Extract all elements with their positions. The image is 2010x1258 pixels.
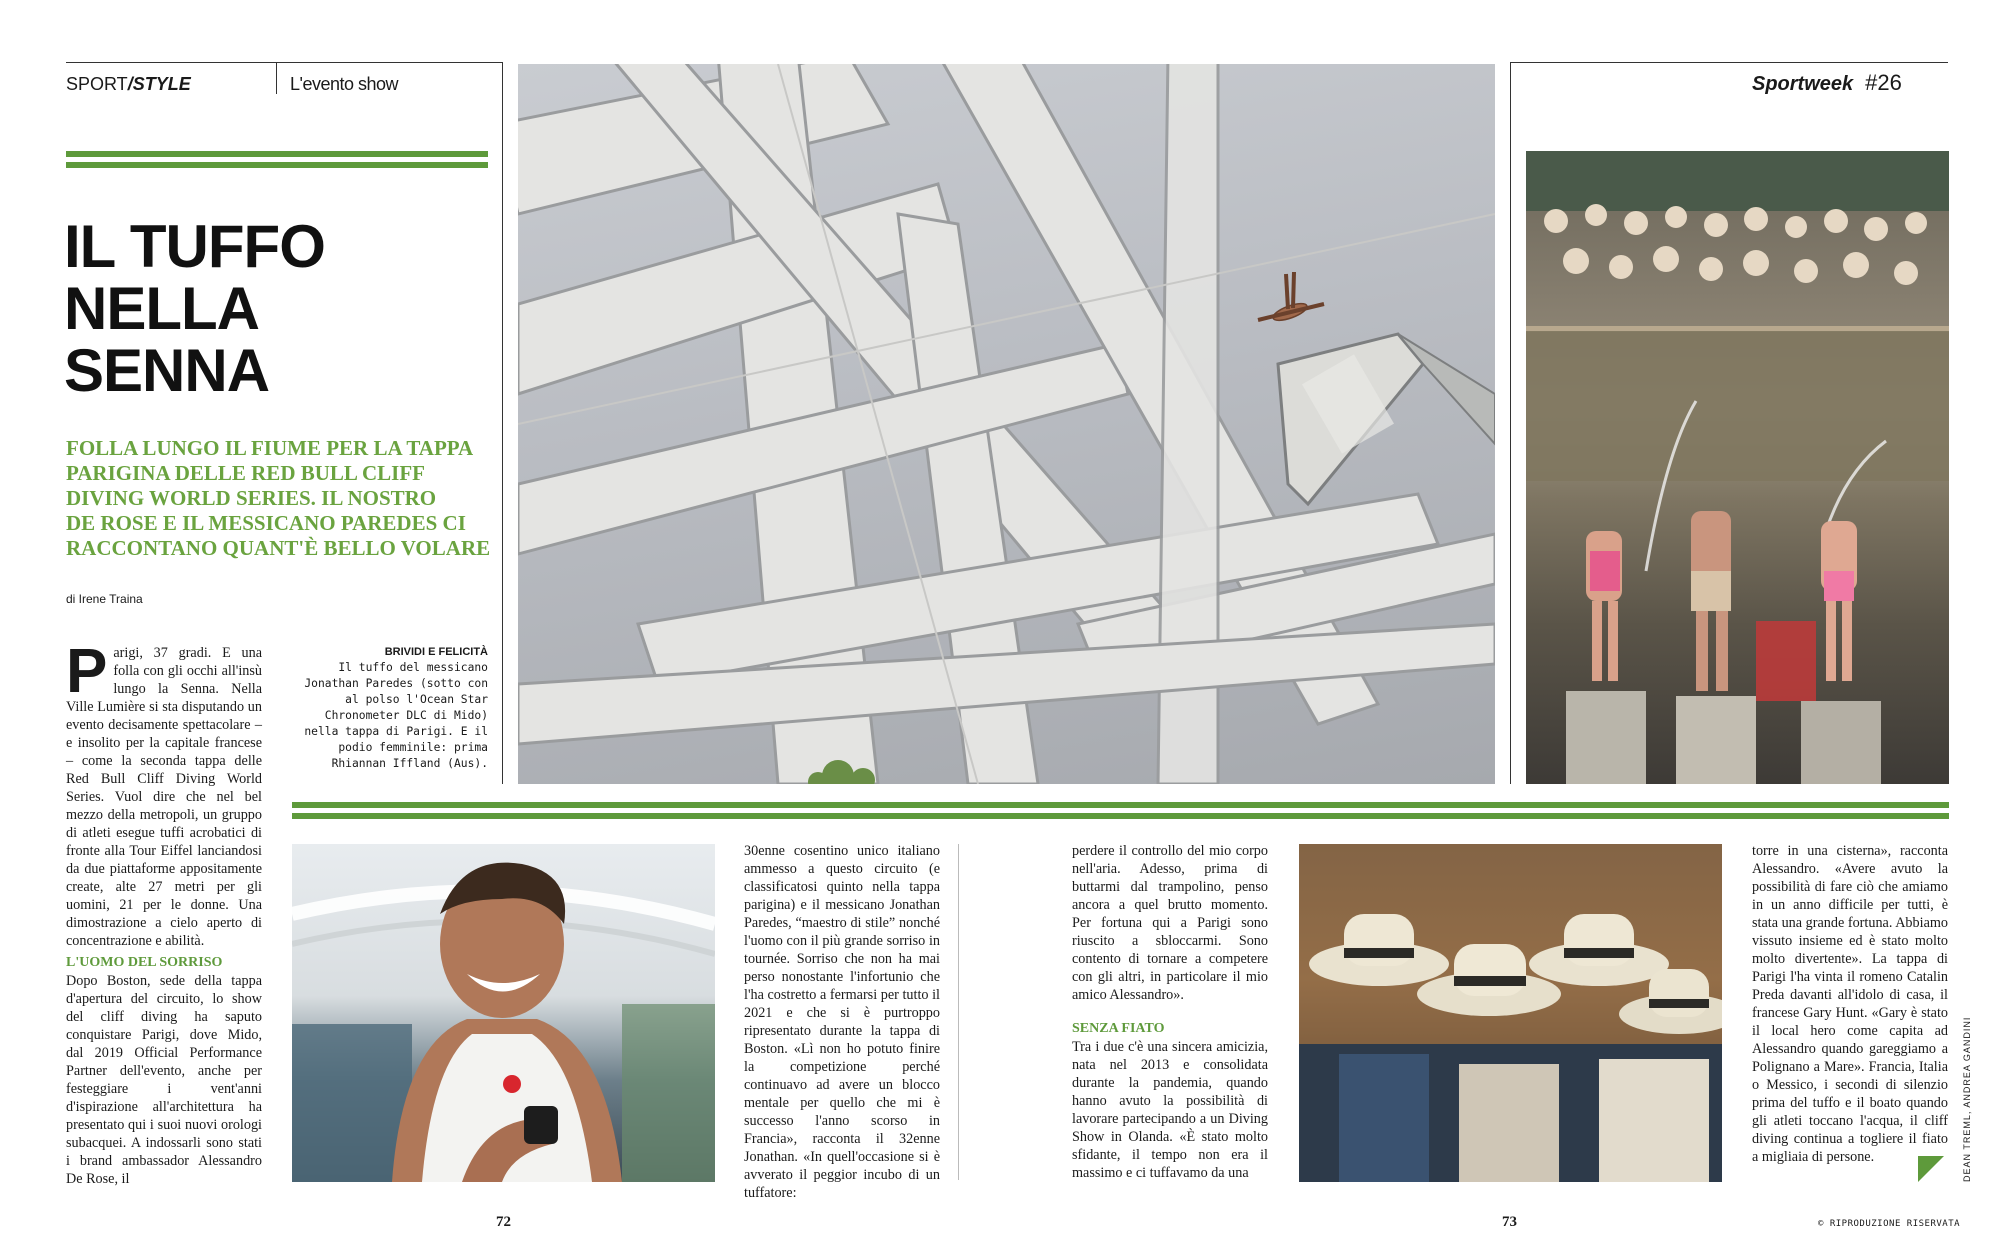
left-box-right-border bbox=[502, 62, 503, 784]
article-column-1 bbox=[66, 637, 262, 1188]
photo-paredes-portrait bbox=[292, 844, 715, 1182]
dropcap: P bbox=[66, 637, 108, 706]
photo-credits: DEAN TREML, ANDREA GANDINI bbox=[1962, 1016, 1972, 1182]
paragraph: Tra i due c'è una sincera amicizia, nata nel 2013 e consolidata durante la pandemia, quando hanno avuto la possibilità di lavorare partecipando a un Diving Show in Olanda. «È stato molto sfidante, il tempo non era il massimo e ci tuffavamo da una bbox=[1072, 1039, 1268, 1181]
magazine-name: Sportweek bbox=[1752, 73, 1854, 95]
photo-bridge-dive bbox=[518, 64, 1495, 784]
article-column-4 bbox=[1752, 842, 1948, 1166]
headline-line: IL TUFFO bbox=[64, 213, 325, 280]
right-box-left-border bbox=[1510, 62, 1511, 784]
headline-line: SENNA bbox=[64, 337, 270, 404]
headline-line: NELLA bbox=[64, 275, 259, 342]
header-rule-right bbox=[1510, 62, 1948, 63]
header-rule-left bbox=[66, 62, 502, 63]
kicker: L'evento show bbox=[290, 74, 399, 94]
green-band-top bbox=[66, 151, 488, 157]
photo-podium-celebration bbox=[1526, 151, 1949, 784]
magazine-masthead bbox=[1752, 70, 1902, 96]
page-number-right: 73 bbox=[1502, 1214, 1517, 1230]
headline bbox=[64, 213, 325, 404]
deck-line: RACCONTANO QUANT'È BELLO VOLARE bbox=[66, 536, 491, 560]
paragraph: arigi, 37 gradi. E una folla con gli occhi all'insù lungo la Senna. Nella Ville Lumière si sta disputando un evento decisamente spettacolare – e insolito per la capitale francese – come la seconda tappa delle Red Bull Cliff Diving World Series. Vuol dire che nel bel mezzo della metropoli, un gruppo di atleti esegue tuffi acrobatici di fronte alla Tour Eiffel lanciandosi da due piattaforme appositamente create, alte 27 metri per gli uomini, 21 per le donne. Una dimostrazione a cielo aperto di concentrazione e abilità. bbox=[66, 645, 262, 949]
caption-title: BRIVIDI E FELICITÀ bbox=[384, 646, 488, 658]
subhead: L'UOMO DEL SORRISO bbox=[66, 955, 223, 970]
green-band-mid-bottom bbox=[292, 813, 1949, 819]
portrait-illustration bbox=[292, 844, 715, 1182]
section-style: /STYLE bbox=[127, 74, 191, 94]
bridge-illustration bbox=[518, 64, 1495, 784]
subhead: SENZA FIATO bbox=[1072, 1021, 1165, 1036]
deck-line: DIVING WORLD SERIES. IL NOSTRO bbox=[66, 486, 437, 510]
deck-line: DE ROSE E IL MESSICANO PAREDES CI bbox=[66, 511, 466, 535]
page-number-left: 72 bbox=[496, 1214, 511, 1230]
caption bbox=[290, 646, 488, 772]
deck bbox=[66, 436, 506, 561]
issue-number: #26 bbox=[1865, 70, 1902, 95]
header-divider bbox=[276, 62, 277, 94]
section-label bbox=[66, 74, 191, 95]
copyright: © RIPRODUZIONE RISERVATA bbox=[1818, 1219, 1961, 1229]
caption-text: Il tuffo del messicano Jonathan Paredes (sotto con al polso l'Ocean Star Chronometer DLC di Mido) nella tappa di Parigi. E il podio femminile: prima Rhiannan Iffland (Aus). bbox=[304, 661, 488, 770]
section-sport: SPORT bbox=[66, 74, 128, 94]
deck-line: FOLLA LUNGO IL FIUME PER LA TAPPA bbox=[66, 436, 474, 460]
green-band-mid-top bbox=[292, 802, 1949, 808]
deck-line: PARIGINA DELLE RED BULL CLIFF bbox=[66, 461, 426, 485]
byline: di Irene Traina bbox=[66, 592, 143, 606]
green-band-bottom bbox=[66, 162, 488, 168]
paragraph: 30enne cosentino unico italiano ammesso a questo circuito (e classificatosi quinto nella tappa parigina) e il messicano Jonathan Paredes, “maestro di stile” nonché l'uomo con il più grande sorriso in tournée. Sorriso che non ha mai perso nonostante l'infortunio che l'ha costretto a fermarsi per tutto il 2021 e che si è purtroppo ripresentato durante la tappa di Boston. «Lì non ho potuto finire la competizione perché continuavo ad avere un blocco mentale per quello che mi è successo l'anno scorso in Francia», racconta il 32enne Jonathan. «In quell'occasione si è avverato il peggior incubo di un tuffatore: bbox=[744, 843, 940, 1201]
column-rule bbox=[958, 844, 959, 1180]
end-mark-icon bbox=[1918, 1156, 1944, 1182]
paragraph: Dopo Boston, sede della tappa d'apertura del circuito, lo show del cliff diving ha saputo conquistare Parigi, dove Mido, dal 2019 Official Performance Partner dell'evento, anche per festeggiare i vent'anni d'ispirazione all'architettura ha presentato qui i suoi nuovi orologi subacquei. A indossarli sono stati i brand ambassador Alessandro De Rose, il bbox=[66, 973, 262, 1187]
article-column-3 bbox=[1072, 842, 1268, 1182]
article-column-2 bbox=[744, 842, 940, 1202]
paragraph: perdere il controllo del mio corpo nell'aria. Adesso, prima di buttarmi dal trampolino, penso ancora a quel brutto momento. Per fortuna qui a Parigi sono riuscito a sbloccarmi. Sono contento di tornare a competere con gli altri, in particolare il mio amico Alessandro». bbox=[1072, 843, 1268, 1003]
paragraph: torre in una cisterna», racconta Alessandro. «Avere avuto la possibilità di fare ciò che amiamo in un anno difficile per tutti, è stata una grande fortuna. Abbiamo vissuto insieme ed è stato molto molto divertente». La tappa di Parigi l'ha vinta il romeno Catalin Preda davanti all'idolo di casa, il francese Gary Hunt. «Gary è stato il local hero come capita ad Alessandro quando gareggiamo a Polignano a Mare». Francia, Italia o Messico, i secondi di silenzio prima del tuffo e il boato quando gli atleti toccano l'acqua, il cliff diving continua a togliere il fiato a migliaia di persone. bbox=[1752, 843, 1948, 1165]
podium-illustration bbox=[1526, 151, 1949, 784]
hats-illustration bbox=[1299, 844, 1722, 1182]
photo-spectators-hats bbox=[1299, 844, 1722, 1182]
